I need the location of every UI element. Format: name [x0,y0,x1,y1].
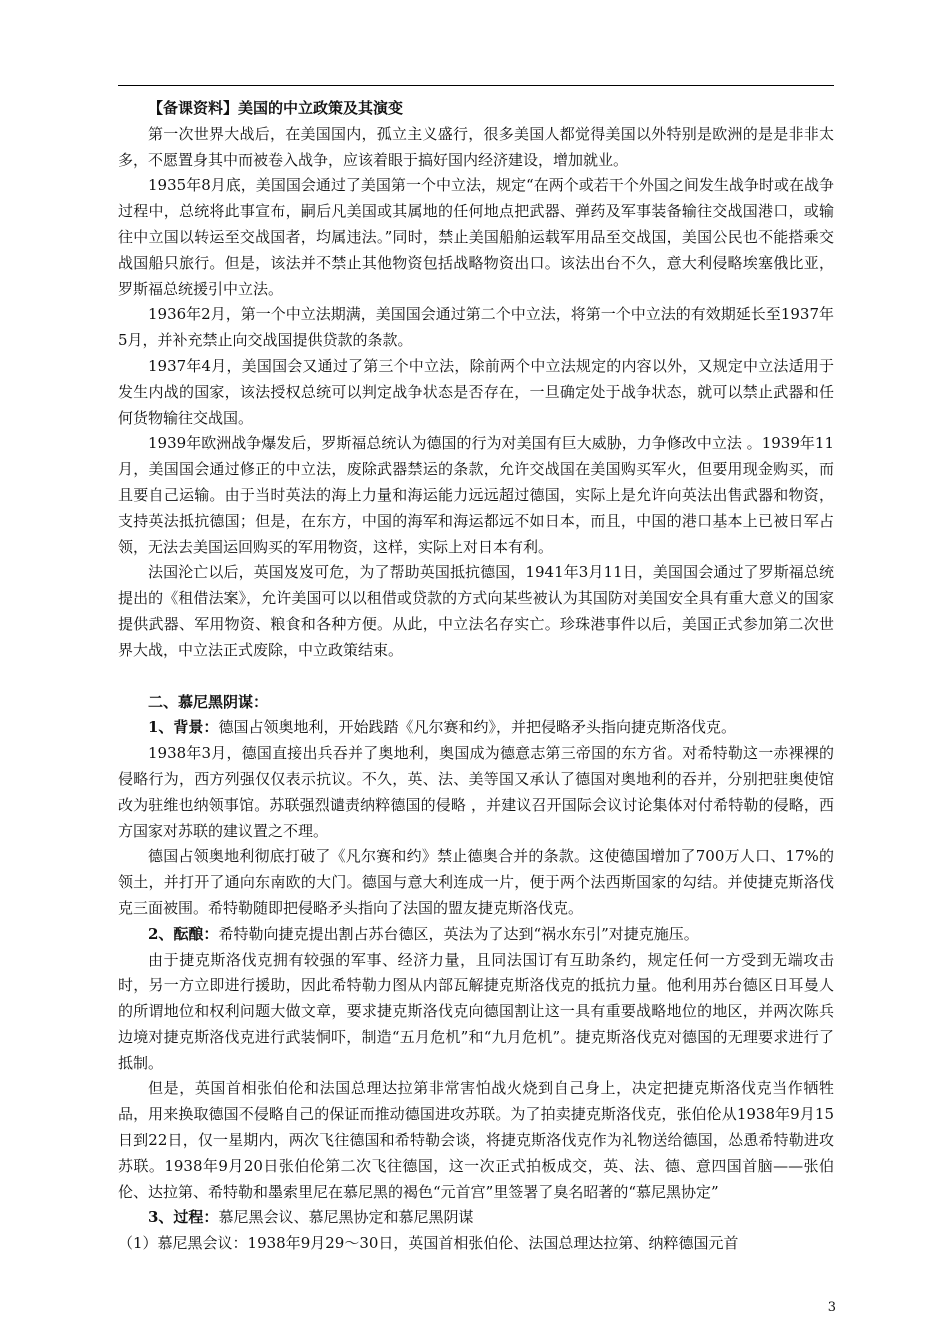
subheading-label: 1、背景： [148,718,219,737]
subheading-text: 希特勒向捷克提出割占苏台德区，英法为了达到“祸水东引”对捷克施压。 [218,924,699,943]
subheading-paragraph [118,1205,834,1231]
header-rule [118,85,834,86]
paragraph: 由于捷克斯洛伐克拥有较强的军事、经济力量，且同法国订有互助条约，规定任何一方受到无端攻击时，另一方立即进行援助，因此希特勒力图从内部瓦解捷克斯洛伐克的抵抗力量。他利用苏台德区日耳曼人的所谓地位和权利问题大做文章，要求捷克斯洛伐克向德国割让这一具有重要战略地位的地区，并两次陈兵边境对捷克斯洛伐克进行武装恫吓，制造“五月危机”和“九月危机”。捷克斯洛伐克对德国的无理要求进行了抵制。 [118,950,834,1072]
paragraph: 1939年欧洲战争爆发后，罗斯福总统认为德国的行为对美国有巨大威胁，力争修改中立法 。1939年11月，美国国会通过修正的中立法，废除武器禁运的条款，允许交战国在美国购买军火，但要用现金购买，而且要自己运输。由于当时英法的海上力量和海运能力远远超过德国，实际上是允许向英法出售武器和物资，支持英法抵抗德国；但是，在东方，中国的海军和海运都远不如日本，而且，中国的港口基本上已被日军占领，无法去美国运回购买的军用物资，这样，实际上对日本有利。 [118,434,834,556]
subheading-text: 德国占领奥地利，开始践踏《凡尔赛和约》，并把侵略矛头指向捷克斯洛伐克。 [218,718,736,737]
page-content [118,96,834,1257]
paragraph: 德国占领奥地利彻底打破了《凡尔赛和约》禁止德奥合并的条款。这使德国增加了700万人口、17%的领土，并打开了通向东南欧的大门。德国与意大利连成一片，便于两个法西斯国家的勾结。并使捷克斯洛伐克三面被围。希特勒随即把侵略矛头指向了法国的盟友捷克斯洛伐克。 [118,847,834,917]
page-number: 3 [827,1300,836,1315]
title-label: 【备课资料】 [148,99,239,117]
subheading-paragraph [118,715,834,741]
paragraph: 1938年3月，德国直接出兵吞并了奥地利，奥国成为德意志第三帝国的东方省。对希特勒这一赤裸裸的侵略行为，西方列强仅仅表示抗议。不久，英、法、美等国又承认了德国对奥地利的吞并，分别把驻奥使馆改为驻维也纳领事馆。苏联强烈谴责纳粹德国的侵略 ，并建议召开国际会议讨论集体对付希特勒的侵略，西方国家对苏联的建议置之不理。 [118,744,834,840]
paragraph: 第一次世界大战后，在美国国内，孤立主义盛行，很多美国人都觉得美国以外特别是欧洲的是是非非太多，不愿置身其中而被卷入战争，应该着眼于搞好国内经济建设，增加就业。 [118,124,834,169]
subheading-label: 3、过程： [148,1208,219,1227]
paragraph: 1936年2月，第一个中立法期满，美国国会通过第二个中立法，将第一个中立法的有效期延长至1937年5月，并补充禁止向交战国提供贷款的条款。 [118,305,834,350]
paragraph: 法国沦亡以后，英国岌岌可危，为了帮助英国抵抗德国，1941年3月11日，美国国会通过了罗斯福总统提出的《租借法案》，允许美国可以以租借或贷款的方式向某些被认为其国防对美国安全具有重大意义的国家提供武器、军用物资、粮食和各种方便。从此，中立法名存实亡。珍珠港事件以后，美国正式参加第二次世界大战，中立法正式废除，中立政策结束。 [118,563,834,659]
section-title [118,96,834,122]
paragraph: （1）慕尼黑会议：1938年9月29～30日，英国首相张伯伦、法国总理达拉第、纳粹德国元首 [118,1234,739,1253]
subheading-label: 2、酝酿： [148,924,219,943]
title-text: 美国的中立政策及其演变 [238,99,404,117]
section-heading: 二、慕尼黑阴谋： [148,692,269,711]
paragraph: 但是，英国首相张伯伦和法国总理达拉第非常害怕战火烧到自己身上，决定把捷克斯洛伐克当作牺牲品，用来换取德国不侵略自己的保证而推动德国进攻苏联。为了拍卖捷克斯洛伐克，张伯伦从1938年9月15日到22日，仅一星期内，两次飞往德国和希特勒会谈，将捷克斯洛伐克作为礼物送给德国，怂恿希特勒进攻苏联。1938年9月20日张伯伦第二次飞往德国，这一次正式拍板成交，英、法、德、意四国首脑——张伯伦、达拉第、希特勒和墨索里尼在慕尼黑的褐色“元首宫”里签署了臭名昭著的“慕尼黑协定” [118,1079,834,1201]
blank-line [118,664,834,690]
paragraph: 1935年8月底，美国国会通过了美国第一个中立法，规定“在两个或若干个外国之间发生战争时或在战争过程中，总统将此事宣布，嗣后凡美国或其属地的任何地点把武器、弹药及军事装备输往交战国港口，或输往中立国以转运至交战国者，均属违法。”同时，禁止美国船舶运载军用品至交战国，美国公民也不能搭乘交战国船只旅行。但是，该法并不禁止其他物资包括战略物资出口。该法出台不久，意大利侵略埃塞俄比亚，罗斯福总统援引中立法。 [118,176,834,298]
paragraph: 1937年4月，美国国会又通过了第三个中立法，除前两个中立法规定的内容以外，又规定中立法适用于发生内战的国家，该法授权总统可以判定战争状态是否存在，一旦确定处于战争状态，就可以禁止武器和任何货物输往交战国。 [118,356,834,427]
subheading-text: 慕尼黑会议、慕尼黑协定和慕尼黑阴谋 [218,1208,474,1227]
subheading-paragraph [118,922,834,948]
